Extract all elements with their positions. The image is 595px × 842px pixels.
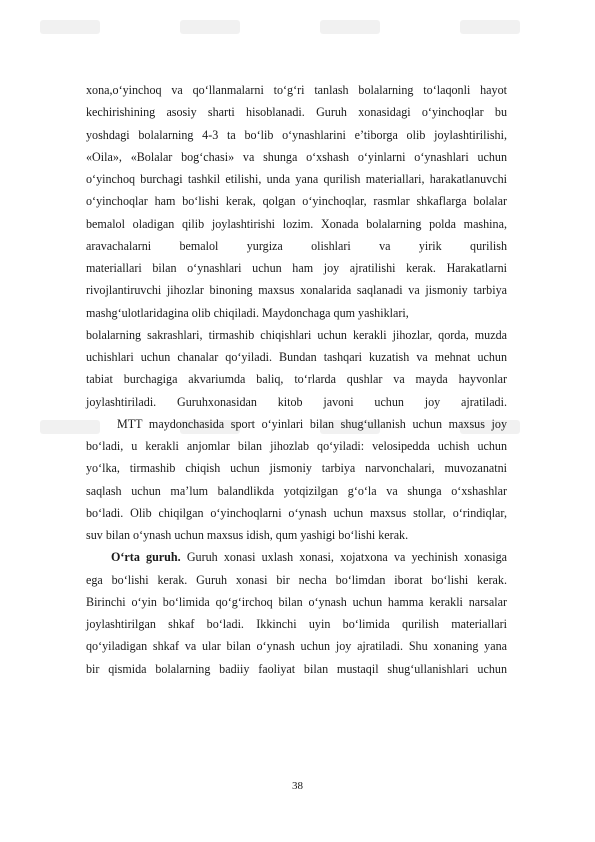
text-line: bemalol oladigan qilib joylashtirishi lozim. Xonada bolalarning polda mashina, bbox=[86, 216, 507, 231]
page-number: 38 bbox=[292, 780, 303, 792]
text-line: bo‘ladi, u kerakli anjomlar bilan jihozlab qo‘yiladi: velosipedda uchish uchun bbox=[86, 439, 507, 453]
body-text bbox=[86, 79, 507, 680]
text-line: mashg‘ulotlaridagina olib chiqiladi. Maydonchaga qum yashiklari, bbox=[86, 305, 409, 320]
text-line: joylashtirilgan shkaf bo‘ladi. Ikkinchi uyin bo‘limida qurilish materiallari bbox=[86, 617, 507, 631]
text-line: joylashtiriladi. Guruhxonasidan kitob javoni uchun joy ajratiladi. bbox=[86, 394, 507, 409]
paragraph bbox=[86, 546, 507, 680]
text-line: «Oila», «Bolalar bog‘chasi» va shunga o‘xshash o‘yinlarni o‘ynashlari uchun bbox=[86, 149, 507, 164]
text-line: bolalarning sakrashlari, tirmashib chiqishlari uchun kerakli jihozlar, qorda, muzda bbox=[86, 327, 507, 342]
text-line: rivojlantiruvchi jihozlar binoning maxsus xonalarida saqlanadi va jismoniy tarbiya bbox=[86, 283, 507, 298]
text-line: materiallari bilan o‘ynashlari uchun ham joy ajratilishi kerak. Harakatlarni bbox=[86, 261, 507, 275]
text-line bbox=[86, 546, 507, 568]
text-line: MTT maydonchasida sport o‘yinlari bilan shug‘ullanish uchun maxsus joy bbox=[117, 416, 507, 431]
text-line: yoshdagi bolalarning 4-3 ta bo‘lib o‘ynashlarini e’tiborga olib joylashtirilishi, bbox=[86, 127, 507, 142]
text-line: tabiat burchagiga akvariumda baliq, to‘rlarda qushlar va mayda hayvonlar bbox=[86, 372, 507, 387]
paragraph bbox=[86, 79, 507, 413]
text-line: ega bo‘lishi kerak. Guruh xonasi bir necha bo‘limdan iborat bo‘lishi kerak. bbox=[86, 572, 507, 587]
text-line: suv bilan o‘ynash uchun maxsus idish, qum yashigi bo‘lishi kerak. bbox=[86, 528, 409, 542]
text-line-rest: Guruh xonasi uxlash xonasi, xojatxona va yechinish xonasiga bbox=[180, 550, 508, 565]
text-line: kechirishining asosiy sharti hisoblanadi. Guruh xonasidagi o‘yinchoqlar bu bbox=[86, 105, 507, 120]
text-line: Birinchi o‘yin bo‘limida qo‘g‘irchoq bilan o‘ynash uchun hamma kerakli narsalar bbox=[86, 594, 507, 609]
text-line: uchishlari uchun chanalar qo‘yiladi. Bundan tashqari kuzatish va mehnat uchun bbox=[86, 350, 507, 364]
text-line: saqlash uchun ma’lum balandlikda yotqizilgan g‘o‘la va shunga o‘xshashlar bbox=[86, 483, 507, 498]
text-line: o‘yinchoq burchagi tashkil etilishi, unda yana qurilish materiallari, harakatlanuvchi bbox=[86, 172, 507, 186]
text-line: bo‘ladi. Olib chiqilgan o‘yinchoqlarni o‘ynash uchun maxsus stollar, o‘rindiqlar, bbox=[86, 505, 507, 520]
text-line: qo‘yiladigan shkaf va ular bilan o‘ynash uchun joy ajratiladi. Shu xonaning yana bbox=[86, 639, 507, 654]
text-line: bir qismida bolalarning badiiy faoliyat bilan mustaqil shug‘ullanishlari uchun bbox=[86, 661, 507, 676]
section-heading: O‘rta guruh. bbox=[111, 550, 181, 565]
text-line: xona,o‘yinchoq va qo‘llanmalarni to‘g‘ri tanlash bolalarning to‘laqonli hayot bbox=[86, 83, 507, 97]
text-line: aravachalarni bemalol yurgiza olishlari va yirik qurilish bbox=[86, 238, 507, 253]
paragraph bbox=[86, 413, 507, 547]
text-line: o‘yinchoqlar ham bo‘lishi kerak, qolgan o‘yinchoqlar, rasmlar shkaflarga bolalar bbox=[86, 194, 507, 209]
text-line: yo‘lka, tirmashib chiqish uchun jismoniy tarbiya narvonchalari, muvozanatni bbox=[86, 461, 507, 476]
